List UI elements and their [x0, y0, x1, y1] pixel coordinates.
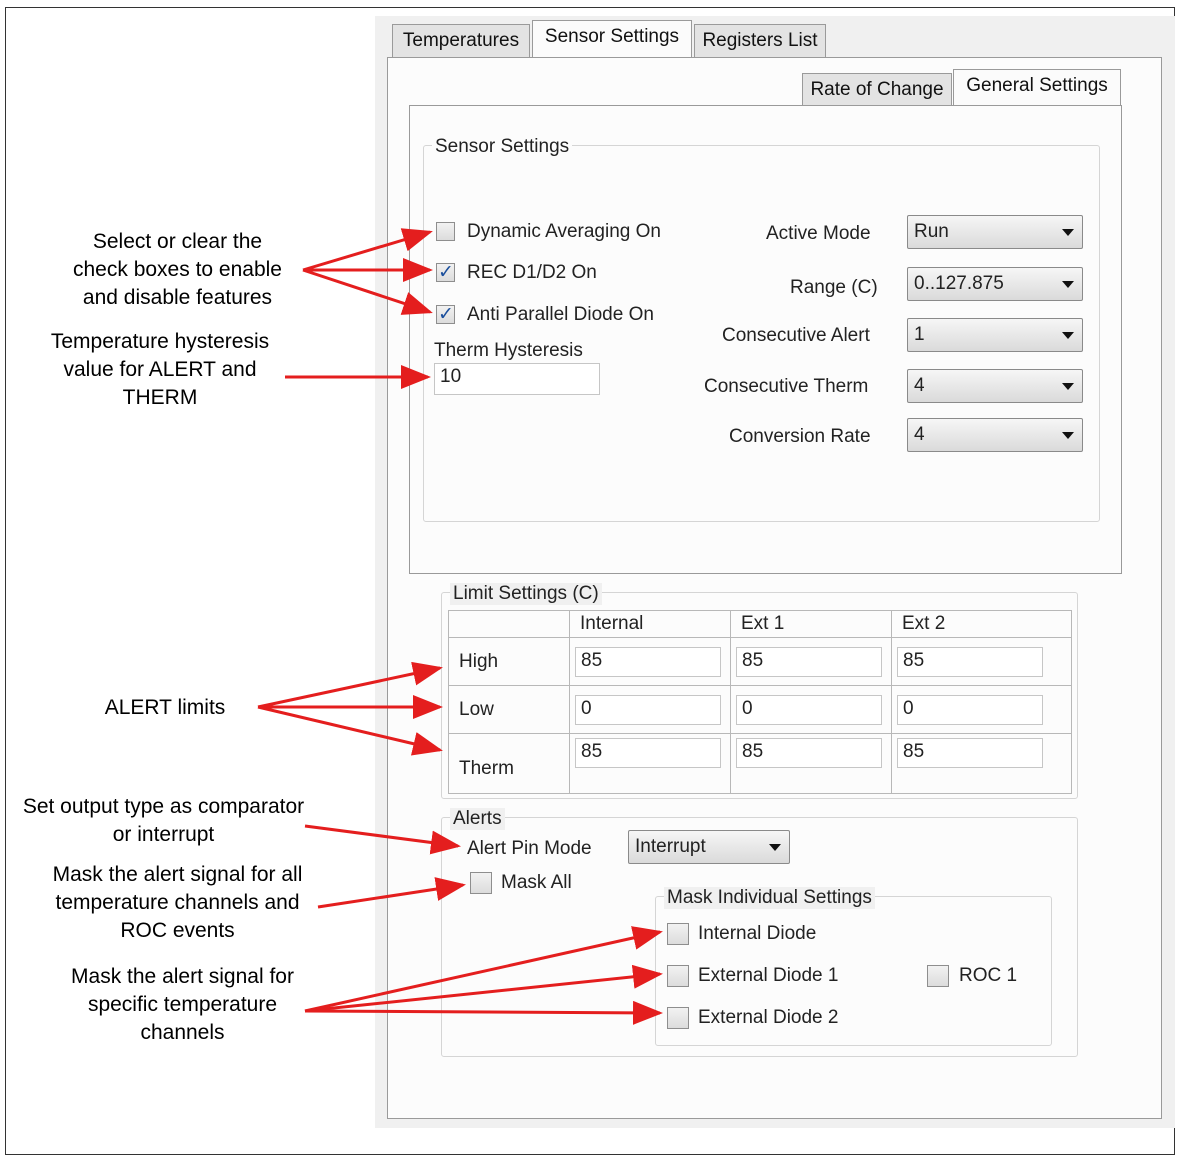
active-mode-value: Run	[914, 221, 949, 242]
annotation-line: temperature channels and	[55, 891, 300, 914]
range-label: Range (C)	[790, 277, 878, 298]
consecutive-therm-value: 4	[914, 375, 925, 396]
row-label-high: High	[449, 638, 570, 686]
row-label-low: Low	[449, 686, 570, 734]
consecutive-therm-label: Consecutive Therm	[704, 376, 869, 397]
low-internal-input[interactable]: 0	[575, 695, 721, 725]
external-diode-2-label: External Diode 2	[698, 1007, 839, 1028]
annotation-line: and disable features	[82, 286, 273, 309]
high-ext1-input[interactable]: 85	[736, 647, 882, 677]
low-ext2-input[interactable]: 0	[897, 695, 1043, 725]
alerts-title: Alerts	[450, 808, 505, 830]
therm-ext2-input[interactable]: 85	[897, 738, 1043, 768]
rec-d1-d2-label: REC D1/D2 On	[467, 262, 597, 283]
arrow-therm	[258, 707, 440, 750]
low-ext1-input[interactable]: 0	[736, 695, 882, 725]
tab-registers-list[interactable]: Registers List	[694, 24, 826, 58]
alert-pin-mode-value: Interrupt	[635, 836, 706, 857]
annotation-line: channels	[140, 1021, 225, 1044]
column-header-ext1: Ext 1	[731, 611, 892, 638]
sensor-settings-title: Sensor Settings	[432, 136, 572, 158]
tab-temperatures[interactable]: Temperatures	[392, 24, 530, 58]
external-diode-1-label: External Diode 1	[698, 965, 839, 986]
roc1-label: ROC 1	[959, 965, 1018, 986]
column-header-ext2: Ext 2	[892, 611, 1072, 638]
tab-general-settings[interactable]: General Settings	[953, 69, 1121, 107]
internal-diode-label: Internal Diode	[698, 923, 817, 944]
arrow-external-diode-2	[305, 1011, 660, 1013]
dynamic-averaging-label: Dynamic Averaging On	[467, 221, 661, 242]
range-value: 0..127.875	[914, 273, 1004, 294]
arrow-dynamic-averaging	[303, 232, 430, 270]
therm-hysteresis-label: Therm Hysteresis	[434, 340, 583, 361]
tab-rate-of-change[interactable]: Rate of Change	[802, 73, 952, 107]
high-ext2-input[interactable]: 85	[897, 647, 1043, 677]
tab-sensor-settings[interactable]: Sensor Settings	[532, 20, 692, 58]
conversion-rate-value: 4	[914, 424, 925, 445]
therm-internal-input[interactable]: 85	[575, 738, 721, 768]
column-header-internal: Internal	[570, 611, 731, 638]
high-internal-input[interactable]: 85	[575, 647, 721, 677]
annotation-alert-limits: ALERT limits	[104, 696, 226, 719]
row-label-therm: Therm	[449, 734, 570, 794]
arrow-internal-diode	[305, 932, 660, 1011]
consecutive-alert-value: 1	[914, 324, 925, 345]
anti-parallel-diode-label: Anti Parallel Diode On	[467, 304, 654, 325]
therm-ext1-input[interactable]: 85	[736, 738, 882, 768]
annotation-line: THERM	[122, 386, 198, 409]
annotation-line: specific temperature	[87, 993, 278, 1016]
mask-individual-title: Mask Individual Settings	[664, 887, 875, 909]
conversion-rate-label: Conversion Rate	[729, 426, 871, 447]
annotation-line: Mask the alert signal for all	[52, 863, 303, 886]
arrow-high	[258, 668, 440, 707]
annotation-line: Select or clear the	[92, 230, 263, 253]
arrow-anti-parallel	[303, 270, 430, 312]
limit-settings-title: Limit Settings (C)	[450, 583, 602, 605]
annotation-line: ROC events	[120, 919, 235, 942]
arrow-external-diode-1	[305, 974, 660, 1011]
mask-all-label: Mask All	[501, 872, 572, 893]
consecutive-alert-label: Consecutive Alert	[722, 325, 870, 346]
annotation-line: Mask the alert signal for	[71, 965, 294, 988]
annotation-line: value for ALERT and	[63, 358, 257, 381]
annotation-line: or interrupt	[112, 823, 215, 846]
annotation-line: Set output type as comparator	[22, 795, 305, 818]
annotation-line: check boxes to enable	[73, 258, 282, 281]
active-mode-label: Active Mode	[766, 223, 871, 244]
alert-pin-mode-label: Alert Pin Mode	[467, 838, 592, 859]
annotation-line: Temperature hysteresis	[50, 330, 270, 353]
arrow-mask-all	[318, 885, 463, 907]
therm-hysteresis-input[interactable]: 10	[434, 363, 600, 395]
arrow-pin-mode	[305, 826, 458, 846]
